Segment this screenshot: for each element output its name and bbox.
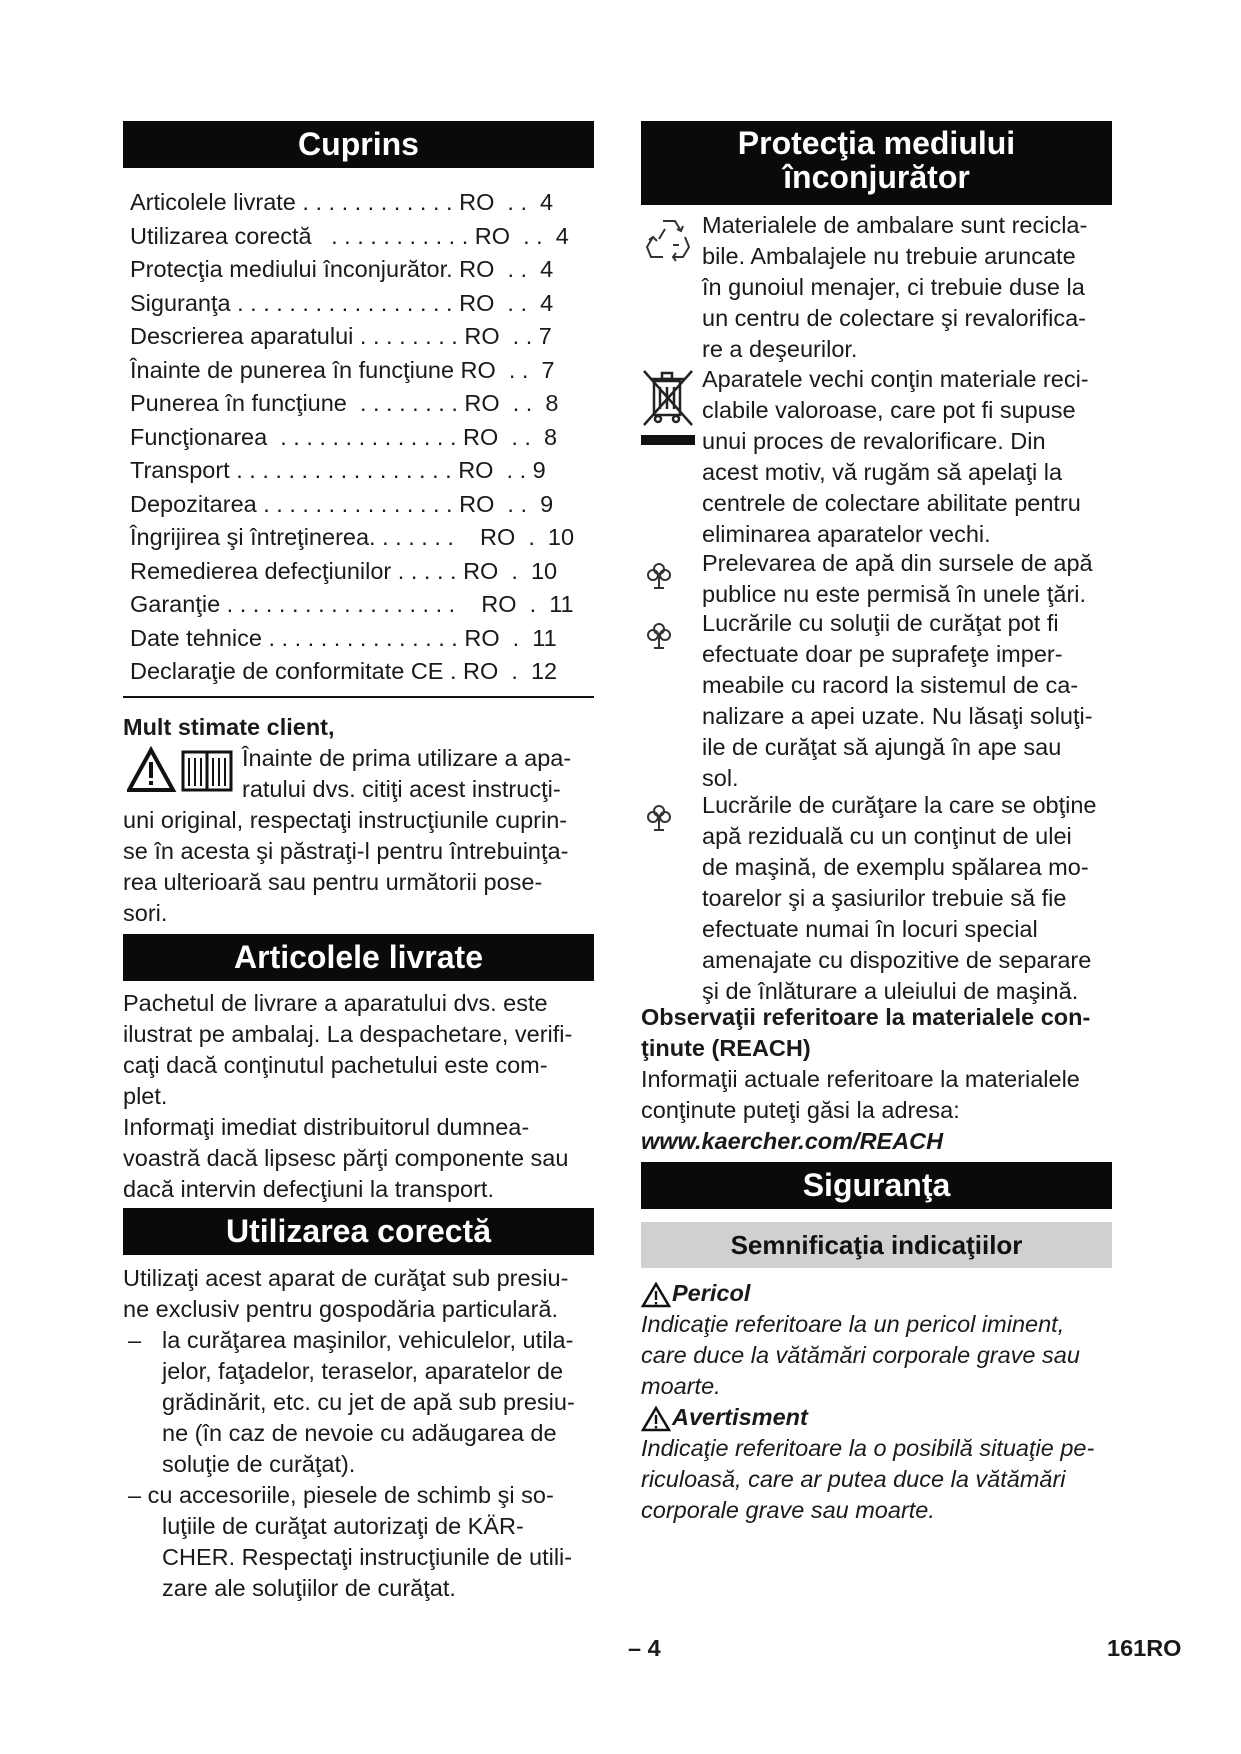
toc-entry[interactable]: Funcţionarea . . . . . . . . . . . . . . RO . . 8 (130, 423, 558, 450)
safety-title: Siguranţa (641, 1162, 1112, 1209)
usage-item-1: la curăţarea maşinilor, vehiculelor, utila- jelor, faţadelor, teraselor, aparatelor de grădinărit, etc. cu jet de apă sub presiu- ne (în caz de nevoie cu adăugarea de soluţie de curăţat). (162, 1327, 575, 1477)
toc-entry[interactable]: Siguranţa . . . . . . . . . . . . . . . . . RO . . 4 (130, 289, 554, 316)
delivery-paragraph-2: Informaţi imediat distribuitorul dumnea- voastră dacă lipsesc părţi componente sau dacă intervin defecţiuni la transport. (123, 1114, 569, 1202)
toc-entry[interactable]: Protecţia mediului înconjurător. RO . . 4 (130, 256, 554, 282)
warning-label: Avertisment (672, 1404, 808, 1430)
greeting: Mult stimate client, (123, 714, 335, 740)
toc-entry[interactable]: Declaraţie de conformitate CE . RO . 12 (130, 658, 558, 684)
page-number: – 4 (628, 1635, 661, 1661)
intro-rest: uni original, respectaţi instrucţiunile cuprin- se în acesta şi păstraţi-l pentru întrebuinţa- rea ulterioară sau pentru următorii pose- sori. (123, 807, 569, 926)
toc-entry[interactable]: Descrierea aparatului . . . . . . . . RO . . 7 (130, 323, 552, 349)
toc-entry[interactable]: Date tehnice . . . . . . . . . . . . . . . RO . 11 (130, 624, 557, 651)
usage-item-2-first: – cu accesoriile, piesele de schimb şi so- (128, 1482, 554, 1508)
environment-paragraph-2: Aparatele vechi conţin materiale reci- clabile valoroase, care pot fi supuse unui proces de revalorificare. Din acest motiv, vă rugăm să apelaţi la centrele de colectare abilitate pentru eliminarea aparatelor vechi. (702, 366, 1089, 547)
toc-entry[interactable]: Utilizarea corectă . . . . . . . . . . . RO . . 4 (130, 222, 569, 249)
delivery-title: Articolele livrate (123, 934, 594, 981)
intro-line-1: Înainte de prima utilizare a apa- (242, 745, 572, 771)
water-tap-icon (644, 560, 674, 590)
usage-item-2-rest: luţiile de curăţat autorizaţi de KÄR- CHER. Respectaţi instrucţiunile de utili- zare ale soluţiilor de curăţat. (162, 1513, 573, 1601)
toc-entry[interactable]: Transport . . . . . . . . . . . . . . . . . RO . . 9 (130, 457, 546, 483)
warning-text: Indicaţie referitoare la o posibilă situaţie pe- riculoasă, care ar putea duce la vătămări corporale grave sau moarte. (641, 1435, 1095, 1523)
environment-paragraph-1: Materialele de ambalare sunt recicla- bile. Ambalajele nu trebuie aruncate în gunoiul menajer, ci trebuie duse la un centru de colectare şi revalorifica- re a deşeurilor. (702, 212, 1088, 362)
signals-title: Semnificaţia indicaţiilor (641, 1222, 1112, 1268)
environment-paragraph-3: Prelevarea de apă din sursele de apă publice nu este permisă în unele ţări. (702, 550, 1093, 607)
danger-triangle-icon (641, 1282, 671, 1308)
toc-title: Cuprins (123, 121, 594, 168)
crossed-bin-icon (640, 367, 696, 451)
warning-triangle-icon (641, 1406, 671, 1432)
environment-paragraph-5: Lucrările de curăţare la care se obţine apă reziduală cu un conţinut de ulei de maşină, de exemplu spălarea mo- toarelor şi a şasiurilor trebuie să fie efectuate numai în locuri special amenajate cu dispozitive de separare şi de înlăturare a uleiului de maşină. (702, 792, 1097, 1004)
delivery-paragraph-1: Pachetul de livrare a aparatului dvs. este ilustrat pe ambalaj. La despachetare, verifi- caţi dacă conţinutul pachetului este com- plet. (123, 990, 573, 1109)
toc-entry[interactable]: Punerea în funcţiune . . . . . . . . RO . . 8 (130, 390, 559, 416)
usage-title: Utilizarea corectă (123, 1208, 594, 1255)
toc-entry[interactable]: Articolele livrate . . . . . . . . . . . . RO . . 4 (130, 189, 554, 215)
toc-entry[interactable]: Îngrijirea şi întreţinerea. . . . . . . RO . 10 (130, 524, 575, 550)
reach-url[interactable]: www.kaercher.com/REACH (641, 1128, 944, 1154)
reach-text: Informaţii actuale referitoare la materialele conţinute puteţi găsi la adresa: (641, 1066, 1080, 1123)
environment-paragraph-4: Lucrările cu soluţii de curăţat pot fi efectuate doar pe suprafeţe imper- meabile cu racord la sistemul de ca- nalizare a apei uzate. Nu lăsaţi soluţi- ile de curăţat să ajungă în ape sau sol. (702, 610, 1093, 791)
read-manual-warning-icon (127, 746, 237, 794)
intro-line-2: ratului dvs. citiţi acest instrucţi- (242, 776, 561, 802)
usage-paragraph: Utilizaţi acest aparat de curăţat sub presiu- ne exclusiv pentru gospodăria particulară. (123, 1265, 569, 1322)
toc-entry[interactable]: Remedierea defecţiunilor . . . . . RO . 10 (130, 557, 558, 584)
toc-entry[interactable]: Garanţie . . . . . . . . . . . . . . . . . . RO . 11 (130, 591, 574, 617)
page-code: 161RO (1107, 1635, 1182, 1661)
recycle-icon (645, 215, 693, 263)
cleaning-agent-icon (644, 620, 674, 650)
danger-label: Pericol (672, 1280, 751, 1306)
environment-title: Protecţia mediului înconjurător (641, 121, 1112, 205)
usage-dash-1: – (128, 1327, 142, 1353)
table-of-contents (130, 186, 606, 689)
danger-text: Indicaţie referitoare la un pericol iminent, care duce la vătămări corporale grave sau moarte. (641, 1311, 1080, 1399)
toc-entry[interactable]: Depozitarea . . . . . . . . . . . . . . . RO . . 9 (130, 490, 554, 517)
oil-water-icon (644, 802, 674, 832)
toc-entry[interactable]: Înainte de punerea în funcţiune RO . . 7 (130, 356, 555, 383)
toc-divider (123, 696, 594, 698)
reach-heading: Observaţii referitoare la materialele con- ţinute (REACH) (641, 1004, 1091, 1061)
